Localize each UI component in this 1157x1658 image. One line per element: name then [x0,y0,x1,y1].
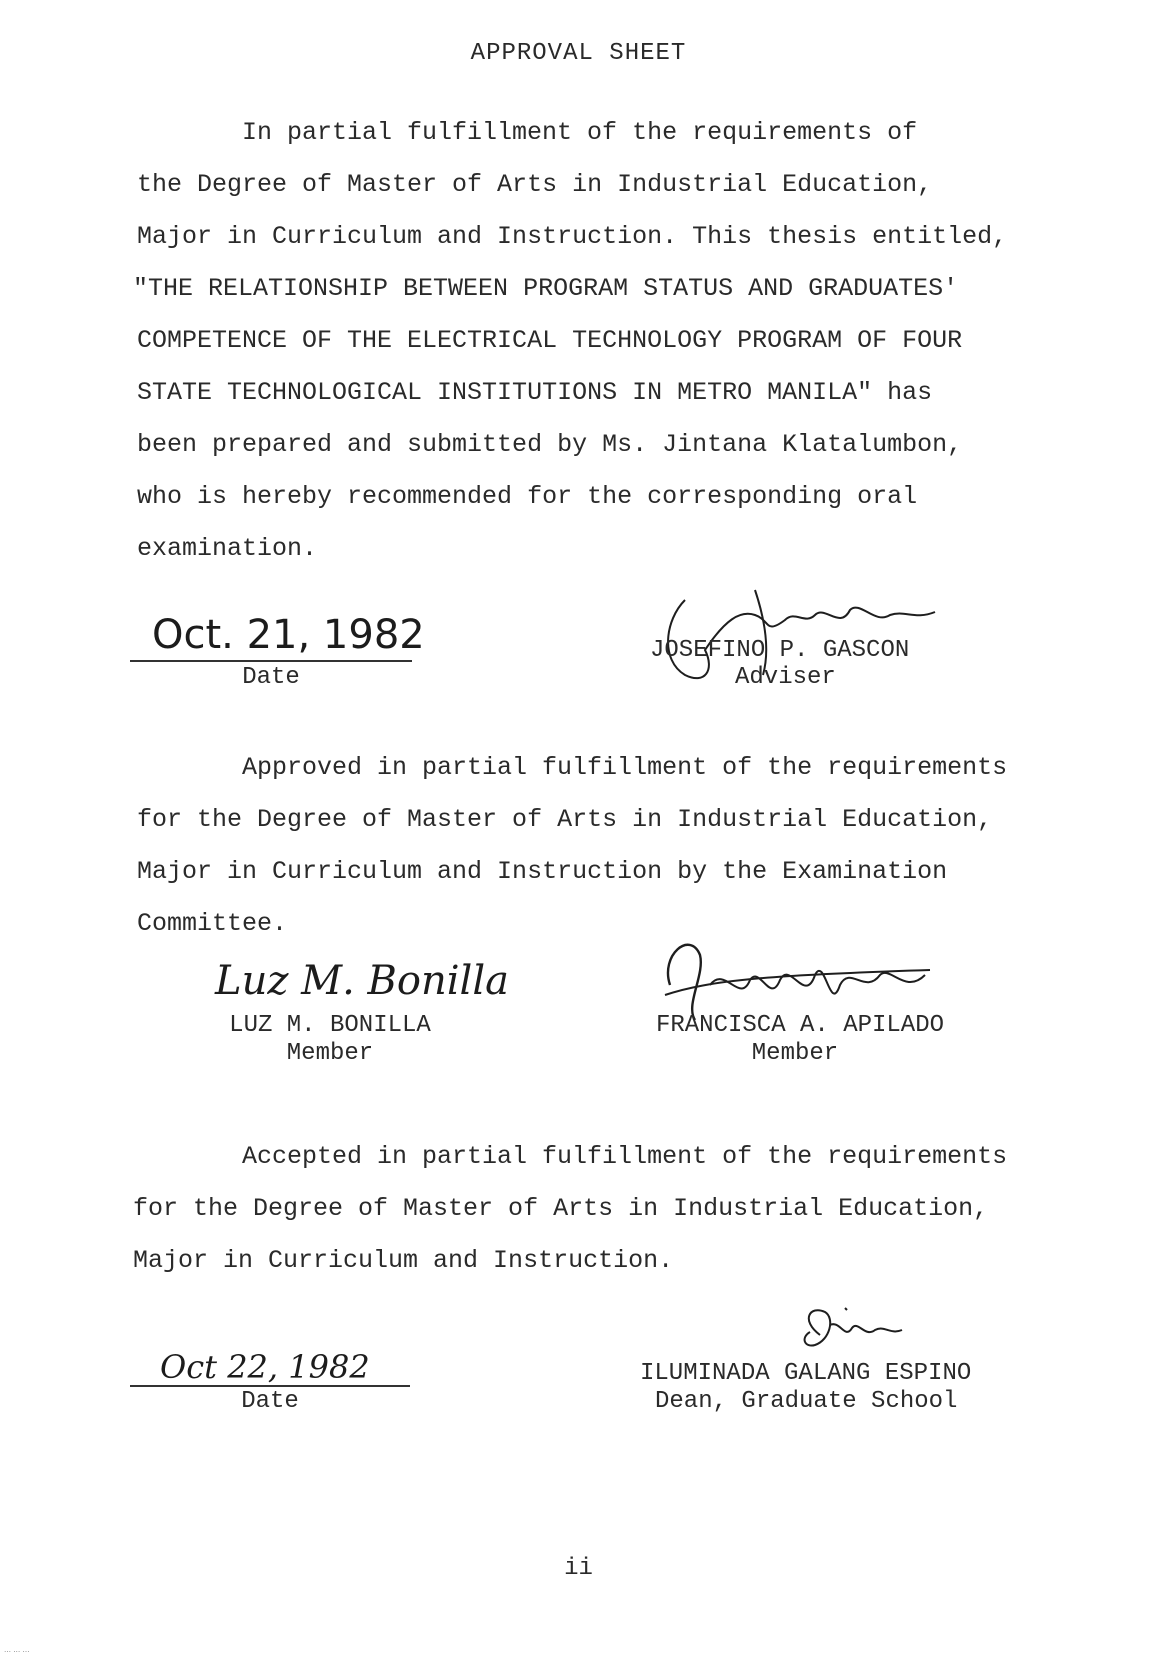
adviser-role: Adviser [735,664,836,691]
paragraph-line: Committee. [137,909,288,938]
handwritten-date-1: Oct. 21, 1982 [152,612,425,658]
paragraph-line: Approved in partial fulfillment of the requirements [242,753,1008,782]
handwritten-date-2: Oct 22, 1982 [160,1348,370,1386]
paragraph-line: In partial fulfillment of the requirements of [242,118,918,147]
date-1-underline [130,660,412,662]
paragraph-line: STATE TECHNOLOGICAL INSTITUTIONS IN METRO MANILA" has [137,378,933,407]
paragraph-line: for the Degree of Master of Arts in Industrial Education, [133,1194,989,1223]
paragraph-line: "THE RELATIONSHIP BETWEEN PROGRAM STATUS AND GRADUATES' [133,274,959,303]
paragraph-line: for the Degree of Master of Arts in Industrial Education, [137,805,993,834]
date-2-underline [130,1385,410,1387]
dean-name: ILUMINADA GALANG ESPINO [640,1360,972,1387]
dean-role: Dean, Graduate School [655,1388,958,1415]
paragraph-line: Major in Curriculum and Instruction. This thesis entitled, [137,222,1008,251]
adviser-name: JOSEFINO P. GASCON [650,637,910,664]
page-title: APPROVAL SHEET [470,40,687,67]
paragraph-line: COMPETENCE OF THE ELECTRICAL TECHNOLOGY PROGRAM OF FOUR [137,326,963,355]
paragraph-line: examination. [137,534,318,563]
member-2-name: FRANCISCA A. APILADO [655,1012,945,1039]
paragraph-line: Major in Curriculum and Instruction by the Examination [137,857,948,886]
date-1-label: Date [242,664,300,691]
page-number: ii [564,1555,593,1582]
member-2-role: Member [751,1040,839,1067]
dean-signature [790,1300,910,1360]
paragraph-line: Accepted in partial fulfillment of the requirements [242,1142,1008,1171]
paragraph-line: been prepared and submitted by Ms. Jintana Klatalumbon, [137,430,963,459]
paragraph-line: who is hereby recommended for the corresponding oral [137,482,918,511]
date-2-label: Date [241,1388,299,1415]
member-1-role: Member [286,1040,374,1067]
member-1-name: LUZ M. BONILLA [229,1012,431,1039]
member-1-signature: Luz M. Bonilla [215,958,509,1004]
paragraph-line: Major in Curriculum and Instruction. [133,1246,674,1275]
scan-footer-noise: … … … [4,1646,30,1654]
member-2-signature [650,925,940,1025]
paragraph-line: the Degree of Master of Arts in Industrial Education, [137,170,933,199]
